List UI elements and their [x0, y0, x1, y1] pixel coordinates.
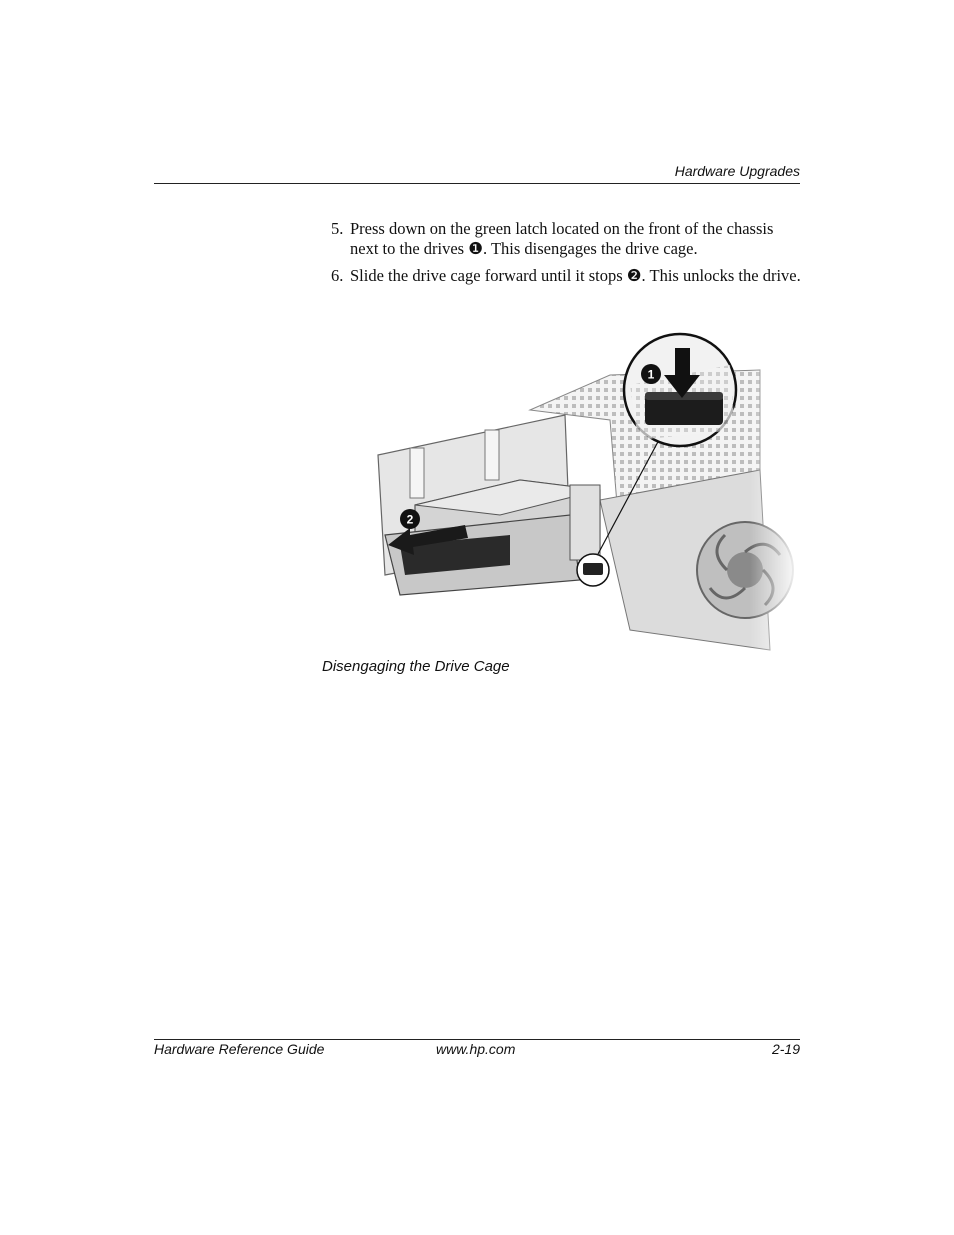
cage-bracket	[570, 485, 600, 560]
figure-caption: Disengaging the Drive Cage	[322, 658, 510, 675]
step-6	[331, 266, 801, 286]
drive-cage-illustration	[370, 330, 800, 660]
footer-guide-title: Hardware Reference Guide	[154, 1041, 325, 1057]
header-rule	[154, 183, 800, 184]
callout-2-label: 2	[406, 512, 414, 527]
footer-rule	[154, 1039, 800, 1040]
footer-website: www.hp.com	[436, 1041, 516, 1057]
steps-list	[331, 219, 801, 294]
step-5	[331, 219, 801, 258]
step-text: Press down on the green latch located on the front of the chassis next to the drives ❶. This disengages the drive cage.	[350, 219, 774, 258]
callout-1-label: 1	[647, 367, 655, 382]
step-number: 6.	[331, 266, 344, 285]
running-header: Hardware Upgrades	[674, 163, 800, 179]
step-number: 5.	[331, 219, 344, 238]
page-number: 2-19	[771, 1041, 800, 1057]
step-text: Slide the drive cage forward until it stops ❷. This unlocks the drive.	[350, 266, 801, 285]
